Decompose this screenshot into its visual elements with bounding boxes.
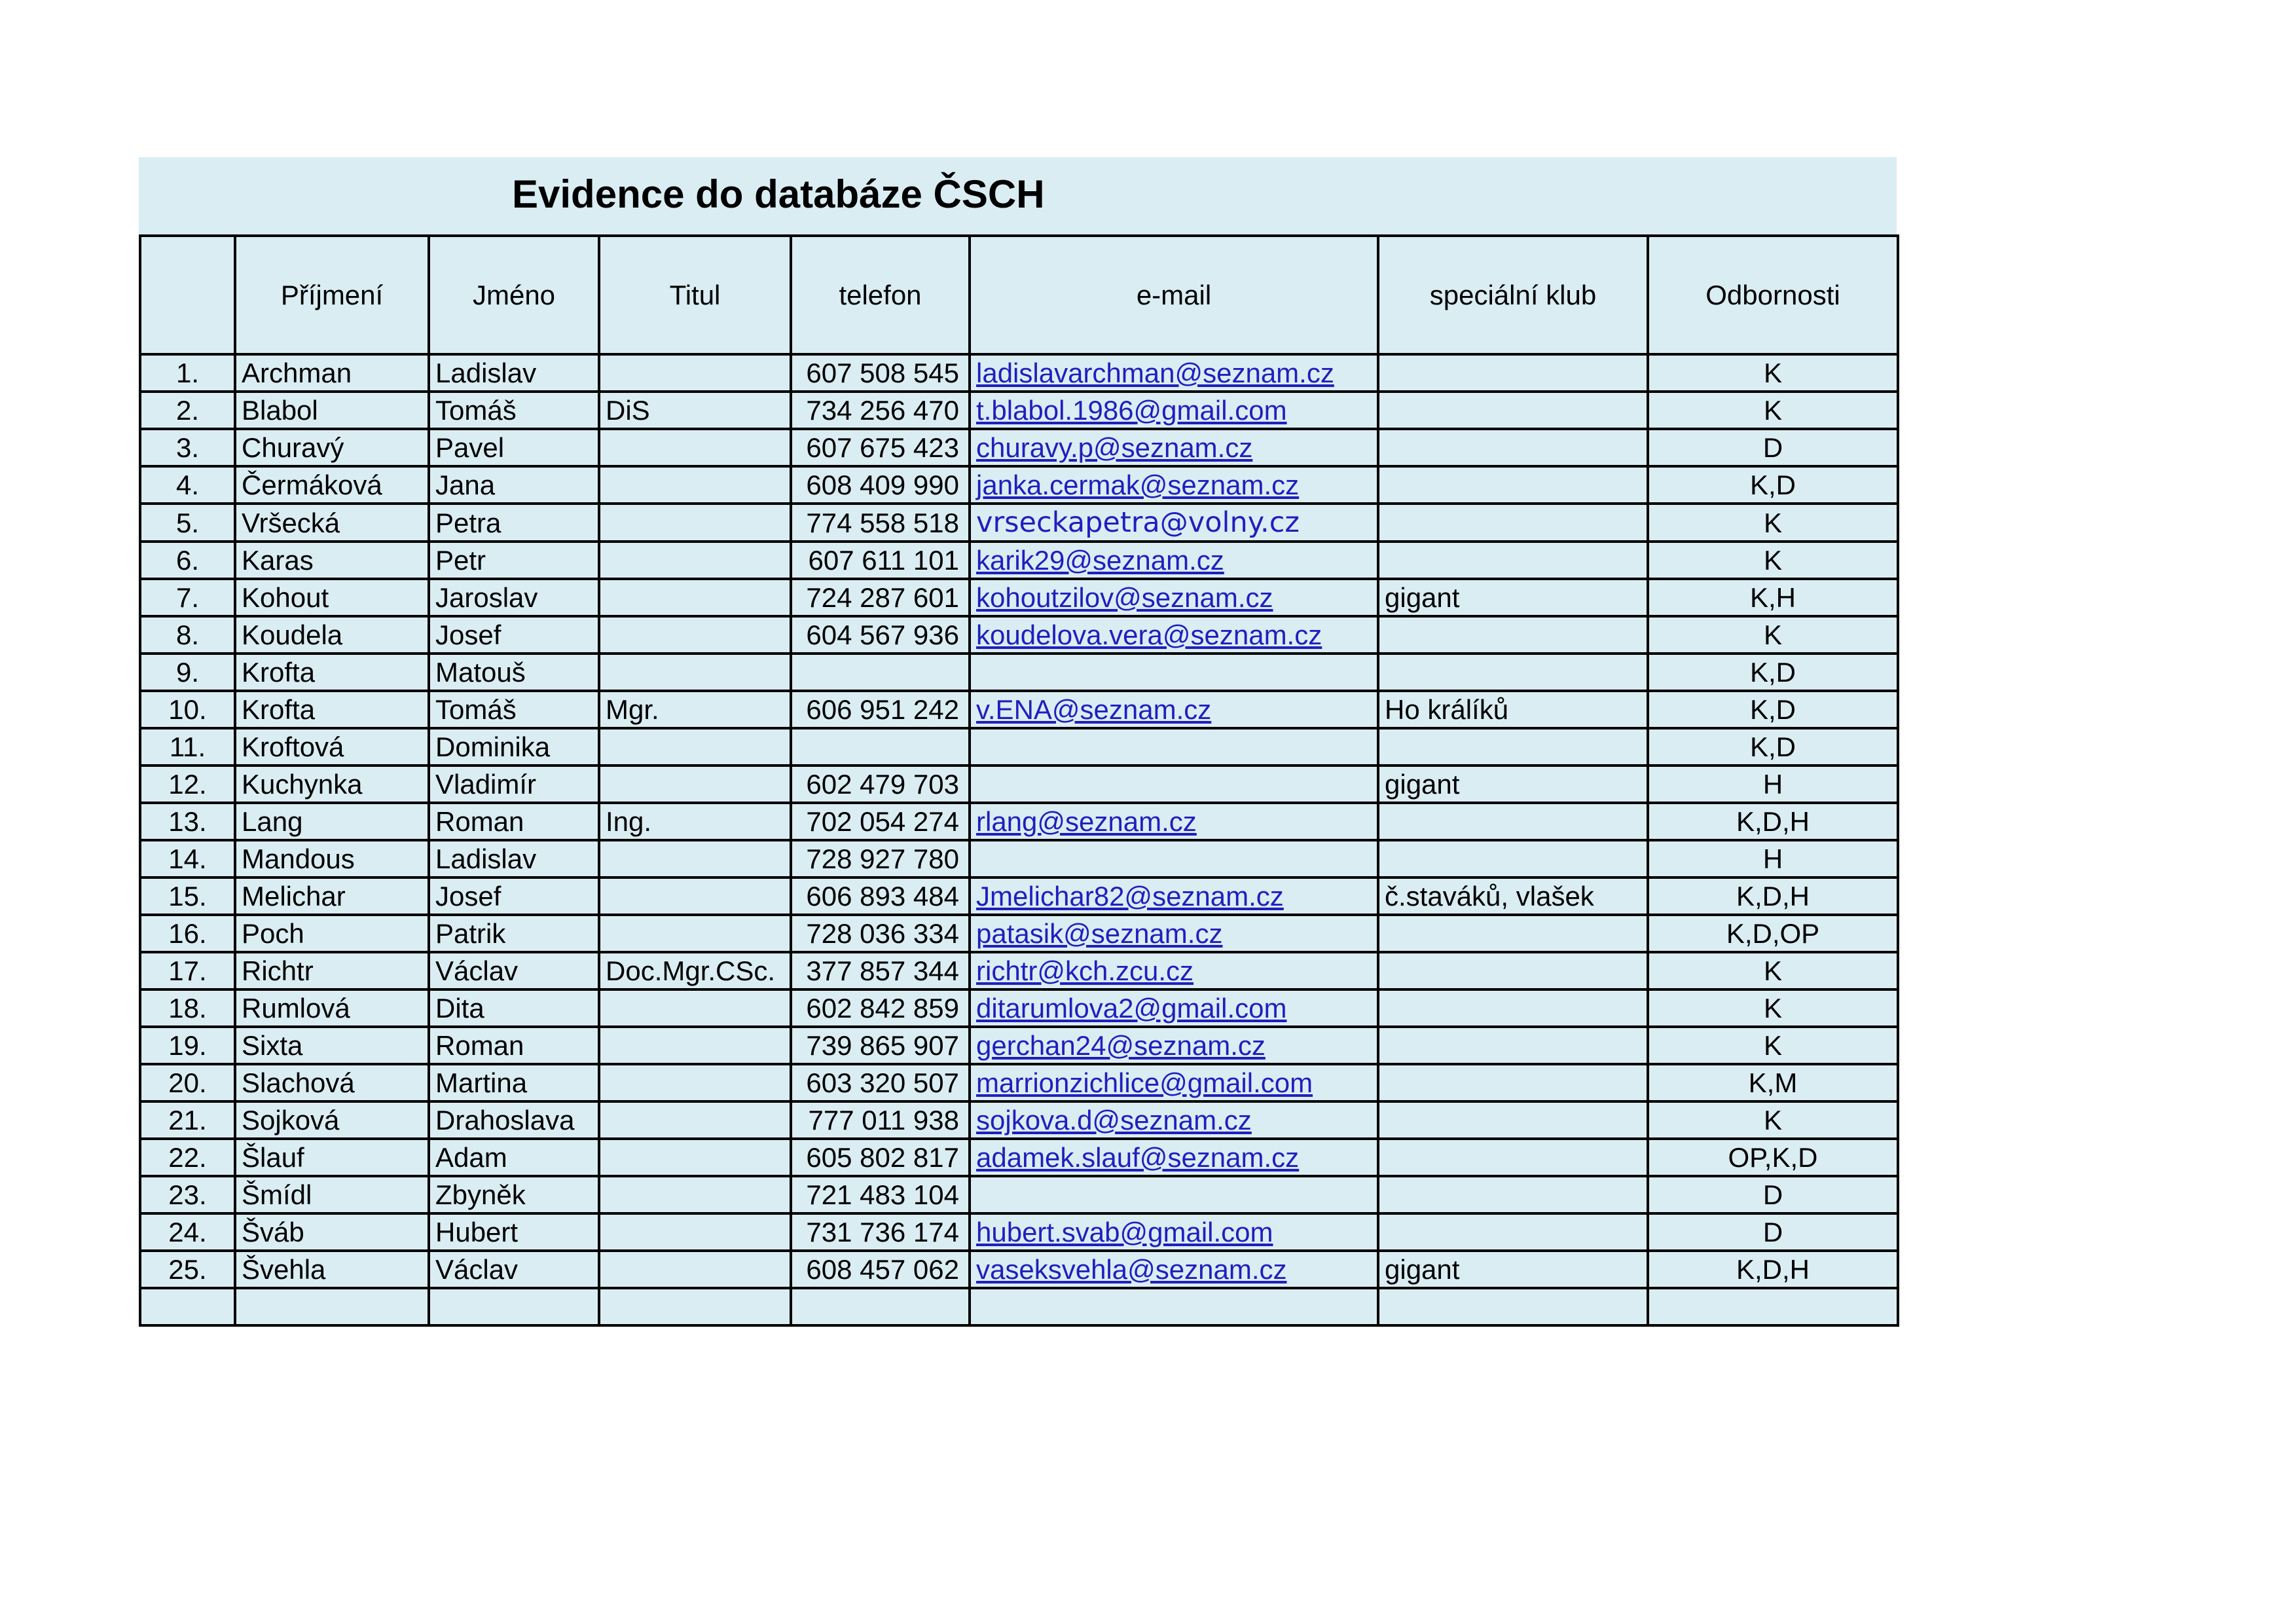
cell-odbornosti: K <box>1648 392 1898 429</box>
email-link[interactable]: karik29@seznam.cz <box>976 545 1224 576</box>
cell-titul <box>599 354 791 392</box>
cell-email <box>970 504 1378 542</box>
cell-titul <box>599 616 791 654</box>
cell-klub <box>1378 1288 1648 1325</box>
cell-prijmeni: Rumlová <box>235 989 429 1027</box>
cell-email <box>970 579 1378 616</box>
cell-klub: gigant <box>1378 579 1648 616</box>
header-jmeno: Jméno <box>429 236 599 354</box>
table-row <box>140 989 1898 1027</box>
email-link[interactable]: ladislavarchman@seznam.cz <box>976 358 1334 388</box>
cell-telefon: 377 857 344 <box>791 952 970 989</box>
cell-klub <box>1378 1101 1648 1139</box>
cell-prijmeni: Blabol <box>235 392 429 429</box>
cell-email <box>970 1176 1378 1213</box>
cell-email <box>970 840 1378 877</box>
cell-titul <box>599 429 791 466</box>
email-link[interactable]: sojkova.d@seznam.cz <box>976 1105 1252 1135</box>
header-prijmeni: Příjmení <box>235 236 429 354</box>
cell-email <box>970 1251 1378 1288</box>
table-row <box>140 392 1898 429</box>
cell-telefon: 774 558 518 <box>791 504 970 542</box>
table-row <box>140 1064 1898 1101</box>
cell-telefon: 728 036 334 <box>791 915 970 952</box>
cell-email <box>970 542 1378 579</box>
cell-email <box>970 952 1378 989</box>
cell-prijmeni: Churavý <box>235 429 429 466</box>
cell-klub <box>1378 952 1648 989</box>
cell-telefon: 603 320 507 <box>791 1064 970 1101</box>
cell-titul <box>599 504 791 542</box>
cell-telefon: 602 479 703 <box>791 766 970 803</box>
cell-email <box>970 1213 1378 1251</box>
row-number: 13. <box>140 803 235 840</box>
cell-klub: gigant <box>1378 766 1648 803</box>
cell-telefon: 728 927 780 <box>791 840 970 877</box>
email-link[interactable]: patasik@seznam.cz <box>976 918 1223 949</box>
email-link[interactable]: rlang@seznam.cz <box>976 806 1197 837</box>
email-link[interactable]: marrionzichlice@gmail.com <box>976 1067 1313 1098</box>
cell-odbornosti: K <box>1648 616 1898 654</box>
cell-odbornosti: K,D,OP <box>1648 915 1898 952</box>
email-link[interactable]: kohoutzilov@seznam.cz <box>976 582 1273 613</box>
cell-telefon <box>791 654 970 691</box>
cell-odbornosti: K,D <box>1648 654 1898 691</box>
cell-odbornosti: K <box>1648 1027 1898 1064</box>
cell-email <box>970 616 1378 654</box>
cell-klub <box>1378 1139 1648 1176</box>
cell-klub <box>1378 429 1648 466</box>
cell-email <box>970 354 1378 392</box>
cell-odbornosti: K <box>1648 989 1898 1027</box>
email-link[interactable]: adamek.slauf@seznam.cz <box>976 1142 1300 1173</box>
cell-titul <box>599 877 791 915</box>
cell-prijmeni: Sixta <box>235 1027 429 1064</box>
cell-email <box>970 915 1378 952</box>
row-number: 18. <box>140 989 235 1027</box>
cell-titul <box>599 542 791 579</box>
cell-jmeno: Martina <box>429 1064 599 1101</box>
cell-titul <box>599 989 791 1027</box>
cell-prijmeni: Šváb <box>235 1213 429 1251</box>
cell-klub <box>1378 1027 1648 1064</box>
cell-titul <box>599 1288 791 1325</box>
cell-jmeno: Dominika <box>429 728 599 766</box>
cell-telefon <box>791 1288 970 1325</box>
cell-odbornosti: D <box>1648 1176 1898 1213</box>
cell-jmeno: Hubert <box>429 1213 599 1251</box>
cell-prijmeni: Šlauf <box>235 1139 429 1176</box>
cell-jmeno: Roman <box>429 1027 599 1064</box>
cell-email <box>970 728 1378 766</box>
cell-email <box>970 766 1378 803</box>
cell-telefon: 608 409 990 <box>791 466 970 504</box>
row-number: 10. <box>140 691 235 728</box>
cell-email <box>970 1139 1378 1176</box>
header-titul: Titul <box>599 236 791 354</box>
cell-jmeno: Adam <box>429 1139 599 1176</box>
row-number: 1. <box>140 354 235 392</box>
cell-prijmeni <box>235 1288 429 1325</box>
cell-odbornosti: K,D,H <box>1648 877 1898 915</box>
email-link[interactable]: Jmelichar82@seznam.cz <box>976 881 1284 912</box>
cell-titul: DiS <box>599 392 791 429</box>
cell-klub <box>1378 1176 1648 1213</box>
cell-telefon <box>791 728 970 766</box>
cell-prijmeni: Sojková <box>235 1101 429 1139</box>
cell-email <box>970 392 1378 429</box>
cell-jmeno: Zbyněk <box>429 1176 599 1213</box>
table-row <box>140 654 1898 691</box>
cell-klub: Ho králíků <box>1378 691 1648 728</box>
cell-prijmeni: Melichar <box>235 877 429 915</box>
row-number: 15. <box>140 877 235 915</box>
cell-jmeno: Josef <box>429 877 599 915</box>
cell-klub <box>1378 392 1648 429</box>
cell-titul <box>599 728 791 766</box>
cell-telefon: 608 457 062 <box>791 1251 970 1288</box>
cell-telefon: 607 508 545 <box>791 354 970 392</box>
table-row <box>140 1139 1898 1176</box>
cell-klub: č.staváků, vlašek <box>1378 877 1648 915</box>
cell-jmeno: Pavel <box>429 429 599 466</box>
cell-klub <box>1378 542 1648 579</box>
table-row <box>140 1251 1898 1288</box>
table-row <box>140 1027 1898 1064</box>
cell-prijmeni: Lang <box>235 803 429 840</box>
cell-jmeno: Patrik <box>429 915 599 952</box>
table-row <box>140 766 1898 803</box>
cell-jmeno: Tomáš <box>429 691 599 728</box>
cell-telefon: 734 256 470 <box>791 392 970 429</box>
row-number: 14. <box>140 840 235 877</box>
email-link[interactable]: koudelova.vera@seznam.cz <box>976 619 1322 650</box>
table-row <box>140 877 1898 915</box>
cell-telefon: 777 011 938 <box>791 1101 970 1139</box>
table-row <box>140 1288 1898 1325</box>
cell-telefon: 731 736 174 <box>791 1213 970 1251</box>
cell-prijmeni: Krofta <box>235 654 429 691</box>
cell-prijmeni: Koudela <box>235 616 429 654</box>
cell-klub <box>1378 1064 1648 1101</box>
table-row <box>140 952 1898 989</box>
cell-odbornosti: K,D <box>1648 691 1898 728</box>
cell-jmeno: Petr <box>429 542 599 579</box>
row-number: 16. <box>140 915 235 952</box>
cell-prijmeni: Šmídl <box>235 1176 429 1213</box>
page-title: Evidence do databáze ČSCH <box>512 172 1045 216</box>
members-table <box>139 234 1899 1327</box>
cell-email <box>970 654 1378 691</box>
cell-prijmeni: Kroftová <box>235 728 429 766</box>
cell-email <box>970 429 1378 466</box>
cell-klub <box>1378 504 1648 542</box>
cell-titul <box>599 1251 791 1288</box>
table-row <box>140 542 1898 579</box>
cell-klub <box>1378 1213 1648 1251</box>
cell-titul <box>599 915 791 952</box>
cell-odbornosti: K,D <box>1648 728 1898 766</box>
cell-klub <box>1378 803 1648 840</box>
cell-telefon: 606 951 242 <box>791 691 970 728</box>
email-link[interactable]: janka.cermak@seznam.cz <box>976 470 1300 500</box>
email-link[interactable]: vrseckapetra@volny.cz <box>976 506 1300 539</box>
row-number <box>140 1288 235 1325</box>
cell-email <box>970 466 1378 504</box>
cell-telefon: 606 893 484 <box>791 877 970 915</box>
email-link[interactable]: v.ENA@seznam.cz <box>976 694 1212 725</box>
cell-odbornosti: D <box>1648 1213 1898 1251</box>
cell-titul <box>599 466 791 504</box>
cell-prijmeni: Mandous <box>235 840 429 877</box>
cell-jmeno: Drahoslava <box>429 1101 599 1139</box>
cell-prijmeni: Čermáková <box>235 466 429 504</box>
header-telefon: telefon <box>791 236 970 354</box>
header-num <box>140 236 235 354</box>
email-link[interactable]: t.blabol.1986@gmail.com <box>976 395 1287 426</box>
row-number: 22. <box>140 1139 235 1176</box>
row-number: 19. <box>140 1027 235 1064</box>
cell-titul: Doc.Mgr.CSc. <box>599 952 791 989</box>
cell-titul <box>599 1139 791 1176</box>
email-link[interactable]: ditarumlova2@gmail.com <box>976 993 1287 1024</box>
row-number: 17. <box>140 952 235 989</box>
table-row <box>140 803 1898 840</box>
row-number: 7. <box>140 579 235 616</box>
row-number: 6. <box>140 542 235 579</box>
row-number: 20. <box>140 1064 235 1101</box>
cell-titul <box>599 840 791 877</box>
table-row <box>140 840 1898 877</box>
cell-jmeno: Tomáš <box>429 392 599 429</box>
table-row <box>140 915 1898 952</box>
cell-jmeno: Josef <box>429 616 599 654</box>
cell-klub <box>1378 654 1648 691</box>
cell-odbornosti: K,H <box>1648 579 1898 616</box>
cell-odbornosti: K,D,H <box>1648 1251 1898 1288</box>
cell-titul <box>599 1064 791 1101</box>
email-link[interactable]: vaseksvehla@seznam.cz <box>976 1254 1287 1285</box>
cell-prijmeni: Richtr <box>235 952 429 989</box>
row-number: 23. <box>140 1176 235 1213</box>
cell-jmeno: Václav <box>429 952 599 989</box>
cell-prijmeni: Kuchynka <box>235 766 429 803</box>
cell-telefon: 602 842 859 <box>791 989 970 1027</box>
cell-jmeno: Ladislav <box>429 354 599 392</box>
cell-prijmeni: Poch <box>235 915 429 952</box>
cell-odbornosti: D <box>1648 429 1898 466</box>
cell-jmeno: Václav <box>429 1251 599 1288</box>
cell-prijmeni: Slachová <box>235 1064 429 1101</box>
header-email: e-mail <box>970 236 1378 354</box>
cell-jmeno <box>429 1288 599 1325</box>
table-row <box>140 504 1898 542</box>
row-number: 11. <box>140 728 235 766</box>
cell-email <box>970 989 1378 1027</box>
cell-jmeno: Jaroslav <box>429 579 599 616</box>
cell-telefon: 604 567 936 <box>791 616 970 654</box>
cell-telefon: 702 054 274 <box>791 803 970 840</box>
cell-email <box>970 803 1378 840</box>
cell-titul <box>599 579 791 616</box>
cell-telefon: 605 802 817 <box>791 1139 970 1176</box>
cell-jmeno: Petra <box>429 504 599 542</box>
cell-odbornosti: K <box>1648 952 1898 989</box>
cell-email <box>970 1101 1378 1139</box>
cell-titul: Ing. <box>599 803 791 840</box>
cell-odbornosti: K <box>1648 542 1898 579</box>
spreadsheet-sheet <box>139 157 1897 1327</box>
table-row <box>140 616 1898 654</box>
table-row <box>140 1176 1898 1213</box>
cell-jmeno: Roman <box>429 803 599 840</box>
cell-telefon: 739 865 907 <box>791 1027 970 1064</box>
cell-klub: gigant <box>1378 1251 1648 1288</box>
cell-jmeno: Ladislav <box>429 840 599 877</box>
cell-odbornosti: K,D <box>1648 466 1898 504</box>
cell-prijmeni: Švehla <box>235 1251 429 1288</box>
table-row <box>140 579 1898 616</box>
cell-titul <box>599 654 791 691</box>
cell-odbornosti: K <box>1648 504 1898 542</box>
row-number: 25. <box>140 1251 235 1288</box>
table-row <box>140 429 1898 466</box>
cell-titul <box>599 1101 791 1139</box>
row-number: 2. <box>140 392 235 429</box>
row-number: 12. <box>140 766 235 803</box>
table-row <box>140 1101 1898 1139</box>
cell-jmeno: Matouš <box>429 654 599 691</box>
row-number: 5. <box>140 504 235 542</box>
cell-odbornosti <box>1648 1288 1898 1325</box>
email-link[interactable]: gerchan24@seznam.cz <box>976 1030 1266 1061</box>
cell-prijmeni: Karas <box>235 542 429 579</box>
email-link[interactable]: richtr@kch.zcu.cz <box>976 955 1194 986</box>
cell-klub <box>1378 728 1648 766</box>
email-link[interactable]: hubert.svab@gmail.com <box>976 1217 1273 1247</box>
cell-email <box>970 1288 1378 1325</box>
cell-odbornosti: K <box>1648 354 1898 392</box>
cell-telefon: 721 483 104 <box>791 1176 970 1213</box>
cell-telefon: 607 611 101 <box>791 542 970 579</box>
cell-email <box>970 1064 1378 1101</box>
cell-jmeno: Dita <box>429 989 599 1027</box>
cell-telefon: 724 287 601 <box>791 579 970 616</box>
cell-email <box>970 877 1378 915</box>
header-row <box>140 236 1898 354</box>
cell-jmeno: Jana <box>429 466 599 504</box>
table-body <box>140 354 1898 1325</box>
cell-odbornosti: OP,K,D <box>1648 1139 1898 1176</box>
table-row <box>140 466 1898 504</box>
cell-odbornosti: H <box>1648 840 1898 877</box>
cell-klub <box>1378 616 1648 654</box>
header-klub: speciální klub <box>1378 236 1648 354</box>
cell-prijmeni: Krofta <box>235 691 429 728</box>
cell-prijmeni: Vršecká <box>235 504 429 542</box>
cell-klub <box>1378 915 1648 952</box>
cell-titul: Mgr. <box>599 691 791 728</box>
table-row <box>140 728 1898 766</box>
cell-odbornosti: K,M <box>1648 1064 1898 1101</box>
cell-titul <box>599 1213 791 1251</box>
row-number: 24. <box>140 1213 235 1251</box>
cell-klub <box>1378 989 1648 1027</box>
cell-titul <box>599 766 791 803</box>
cell-klub <box>1378 840 1648 877</box>
row-number: 9. <box>140 654 235 691</box>
cell-jmeno: Vladimír <box>429 766 599 803</box>
cell-prijmeni: Archman <box>235 354 429 392</box>
cell-odbornosti: K <box>1648 1101 1898 1139</box>
row-number: 8. <box>140 616 235 654</box>
row-number: 4. <box>140 466 235 504</box>
cell-telefon: 607 675 423 <box>791 429 970 466</box>
cell-email <box>970 691 1378 728</box>
table-row <box>140 1213 1898 1251</box>
cell-odbornosti: K,D,H <box>1648 803 1898 840</box>
header-odbornosti: Odbornosti <box>1648 236 1898 354</box>
row-number: 21. <box>140 1101 235 1139</box>
cell-klub <box>1378 354 1648 392</box>
row-number: 3. <box>140 429 235 466</box>
email-link[interactable]: churavy.p@seznam.cz <box>976 432 1253 463</box>
cell-odbornosti: H <box>1648 766 1898 803</box>
cell-titul <box>599 1176 791 1213</box>
cell-titul <box>599 1027 791 1064</box>
title-band <box>139 157 1897 234</box>
cell-email <box>970 1027 1378 1064</box>
cell-prijmeni: Kohout <box>235 579 429 616</box>
table-row <box>140 354 1898 392</box>
table-row <box>140 691 1898 728</box>
cell-klub <box>1378 466 1648 504</box>
